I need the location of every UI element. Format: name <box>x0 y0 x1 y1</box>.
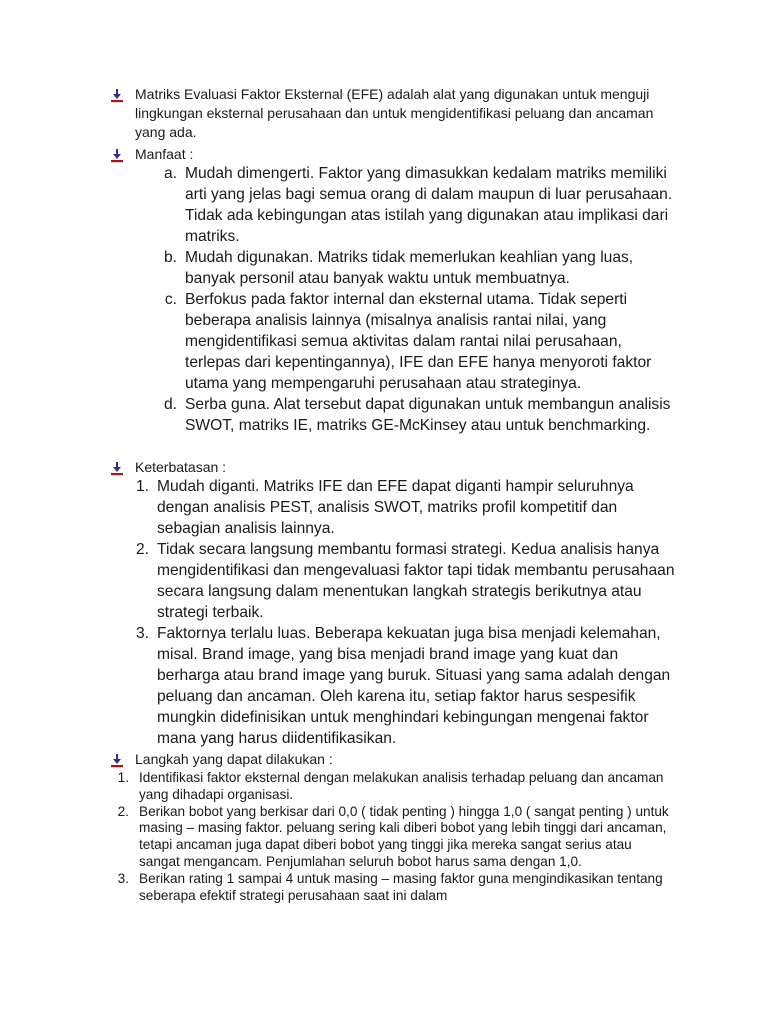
list-item <box>135 539 677 623</box>
list-item <box>163 163 675 247</box>
manfaat-heading: Manfaat : <box>135 146 194 162</box>
arrow-bullet-icon <box>109 88 125 104</box>
list-marker: 1. <box>135 478 149 495</box>
list-marker: 3. <box>117 870 129 886</box>
arrow-bullet-icon <box>109 753 125 769</box>
list-item <box>117 870 674 905</box>
list-item <box>135 623 677 749</box>
list-item-text: Mudah digunakan. Matriks tidak memerlukan keahlian yang luas, banyak personil atau banyak waktu untuk membuatnya. <box>185 249 634 287</box>
keterbatasan-list <box>135 476 677 749</box>
list-marker: 1. <box>117 770 129 785</box>
list-item <box>163 394 675 436</box>
list-marker: c. <box>164 291 177 308</box>
list-marker: a. <box>163 165 177 182</box>
langkah-list <box>117 770 674 904</box>
list-item-text: Mudah dimengerti. Faktor yang dimasukkan kedalam matriks memiliki arti yang jelas bagi semua orang di dalam maupun di luar perusahaan. Tidak ada kebingungan atas istilah yang digunakan atau implikasi dari matriks. <box>185 165 673 245</box>
list-item <box>117 803 674 871</box>
keterbatasan-heading: Keterbatasan : <box>135 459 227 475</box>
list-marker: 3. <box>135 625 149 642</box>
list-item <box>135 476 677 539</box>
list-item <box>117 770 674 804</box>
manfaat-list <box>163 163 675 436</box>
langkah-heading: Langkah yang dapat dilakukan : <box>135 751 333 767</box>
list-item-text: Berikan rating 1 sampai 4 untuk masing – masing faktor guna mengindikasikan tentang seberapa efektif strategi perusahaan saat ini dalam <box>139 870 663 903</box>
list-item-text: Mudah diganti. Matriks IFE dan EFE dapat diganti hampir seluruhnya dengan analisis PEST, analisis SWOT, matriks profil kompetitif dan sebagian analisis lainnya. <box>157 478 634 537</box>
list-item <box>164 289 675 394</box>
arrow-bullet-icon <box>109 148 125 164</box>
list-item-text: Serba guna. Alat tersebut dapat digunakan untuk membangun analisis SWOT, matriks IE, matriks GE-McKinsey atau untuk benchmarking. <box>185 396 671 434</box>
list-marker: b. <box>163 249 177 266</box>
list-marker: 2. <box>135 541 149 558</box>
list-item-text: Berikan bobot yang berkisar dari 0,0 ( tidak penting ) hingga 1,0 ( sangat penting ) untuk masing – masing faktor. peluang sering kali diberi bobot yang lebih tinggi dari ancaman, tetapi ancaman juga dapat diberi bobot yang tinggi jika mereka sangat serius atau sangat mengancam. Penjumlahan seluruh bobot harus sama dengan 1,0. <box>139 803 669 869</box>
intro-paragraph: Matriks Evaluasi Faktor Eksternal (EFE) adalah alat yang digunakan untuk menguji lingkungan eksternal perusahaan dan untuk mengidentifikasi peluang dan ancaman yang ada. <box>135 86 654 140</box>
list-marker: 2. <box>117 803 129 819</box>
list-marker: d. <box>163 396 177 413</box>
list-item-text: Tidak secara langsung membantu formasi strategi. Kedua analisis hanya mengidentifikasi dan mengevaluasi faktor tapi tidak membantu perusahaan secara langsung dalam menentukan langkah strategis berikutnya atau strategi terbaik. <box>157 541 675 621</box>
list-item-text: Faktornya terlalu luas. Beberapa kekuatan juga bisa menjadi kelemahan, misal. Brand image, yang bisa menjadi brand image yang kuat dan berharga atau brand image yang buruk. Situasi yang sama adalah dengan peluang dan ancaman. Oleh karena itu, setiap faktor harus sespesifik mungkin didefinisikan untuk menghindari kebingungan mengenai faktor mana yang harus diidentifikasikan. <box>157 625 671 747</box>
list-item-text: Identifikasi faktor eksternal dengan melakukan analisis terhadap peluang dan ancaman yang dihadapi organisasi. <box>139 770 664 802</box>
list-item <box>163 247 675 289</box>
list-item-text: Berfokus pada faktor internal dan eksternal utama. Tidak seperti beberapa analisis lainnya (misalnya analisis rantai nilai, yang mengidentifikasi semua aktivitas dalam rantai nilai perusahaan, terlepas dari kepentingannya), IFE dan EFE hanya menyoroti faktor utama yang mempengaruhi perusahaan atau strateginya. <box>185 291 652 392</box>
arrow-bullet-icon <box>109 461 125 477</box>
